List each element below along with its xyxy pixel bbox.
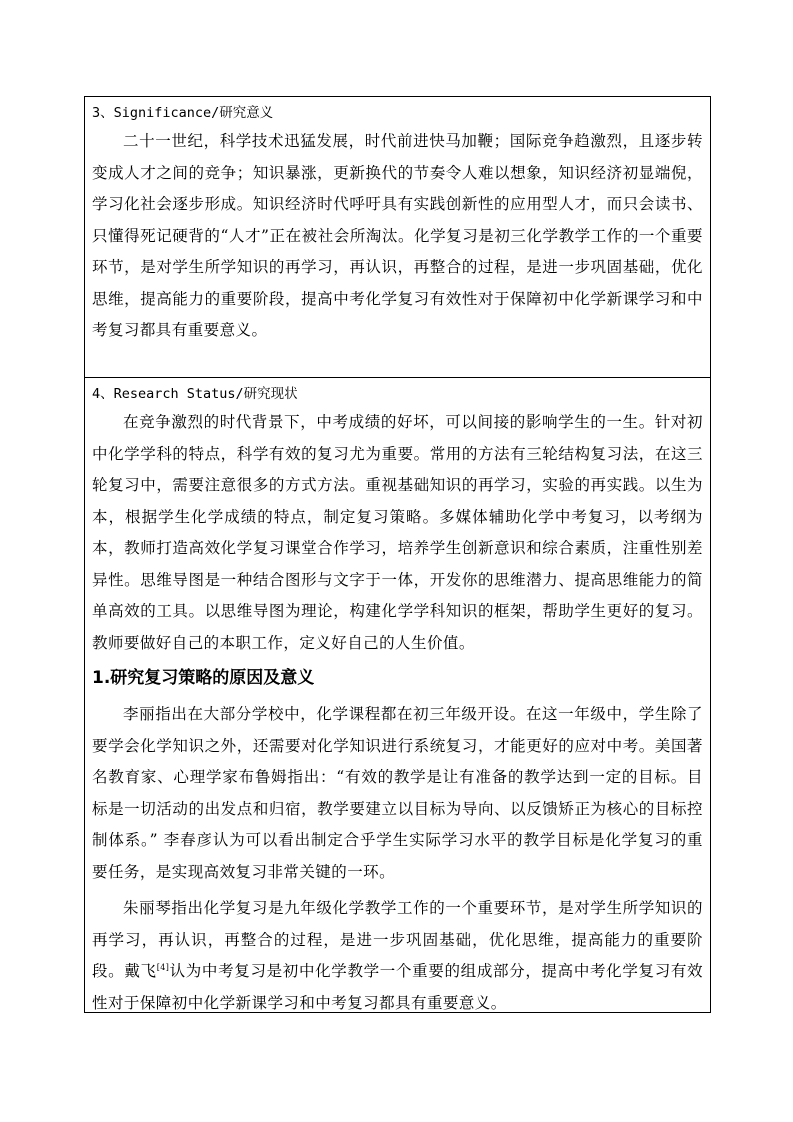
- significance-content: [85, 97, 710, 347]
- research-status-paragraph-1: 在竞争激烈的时代背景下，中考成绩的好坏，可以间接的影响学生的一生。针对初中化学学科的特点，科学有效的复习尤为重要。常用的方法有三轮结构复习法，在这三轮复习中，需要注意很多的方式方法。重视基础知识的再学习，实验的再实践。以生为本，根据学生化学成绩的特点，制定复习策略。多媒体辅助化学中考复习，以考纲为本，教师打造高效化学复习课堂合作学习，培养学生创新意识和综合素质，注重性别差异性。思维导图是一种结合图形与文字于一体，开发你的思维潜力、提高思维能力的简单高效的工具。以思维导图为理论，构建化学学科知识的框架，帮助学生更好的复习。教师要做好自己的本职工作，定义好自己的人生价值。: [92, 413, 703, 652]
- paragraph-3-text-end: 认为中考复习是初中化学教学一个重要的组成部分，提高中考化学复习有效性对于保障初中化学新课学习和中考复习都具有重要意义。: [92, 962, 703, 1012]
- research-status-paragraph-2: 李丽指出在大部分学校中，化学课程都在初三年级开设。在这一年级中，学生除了要学会化学知识之外，还需要对化学知识进行系统复习，才能更好的应对中考。美国著名教育家、心理学家布鲁姆指出：“有效的教学是让有准备的教学达到一定的目标。目标是一切活动的出发点和归宿，教学要建立以目标为导向、以反馈矫正为核心的目标控制体系。” 李春彦认为可以看出制定合乎学生实际学习水平的教学目标是化学复习的重要任务，是实现高效复习非常关键的一环。: [92, 705, 703, 881]
- research-status-section: [84, 377, 711, 1013]
- research-status-paragraph-3: [92, 893, 703, 1019]
- research-status-content: [85, 378, 710, 1019]
- significance-paragraph: 二十一世纪，科学技术迅猛发展，时代前进快马加鞭；国际竞争趋激烈，且逐步转变成人才之间的竞争；知识暴涨，更新换代的节奏令人难以想象，知识经济初显端倪，学习化社会逐步形成。知识经济时代呼吁具有实践创新性的应用型人才，而只会读书、只懂得死记硬背的“人才”正在被社会所淘汰。化学复习是初三化学教学工作的一个重要环节，是对学生所学知识的再学习，再认识，再整合的过程，是进一步巩固基础，优化思维，提高能力的重要阶段，提高中考化学复习有效性对于保障初中化学新课学习和中考复习都具有重要意义。: [92, 132, 703, 339]
- review-strategy-subheading: 1.研究复习策略的原因及意义: [92, 668, 315, 688]
- research-status-heading: 4、Research Status/研究现状: [92, 386, 298, 402]
- significance-section: [84, 96, 711, 378]
- paragraph-3-text-start: 朱丽琴指出化学复习是九年级化学教学工作的一个重要环节，是对学生所学知识的再学习，再认识，再整合的过程，是进一步巩固基础，优化思维，提高能力的重要阶段。戴飞: [92, 899, 703, 980]
- citation-reference: [4]: [156, 962, 170, 972]
- significance-heading: 3、Significance/研究意义: [92, 105, 274, 121]
